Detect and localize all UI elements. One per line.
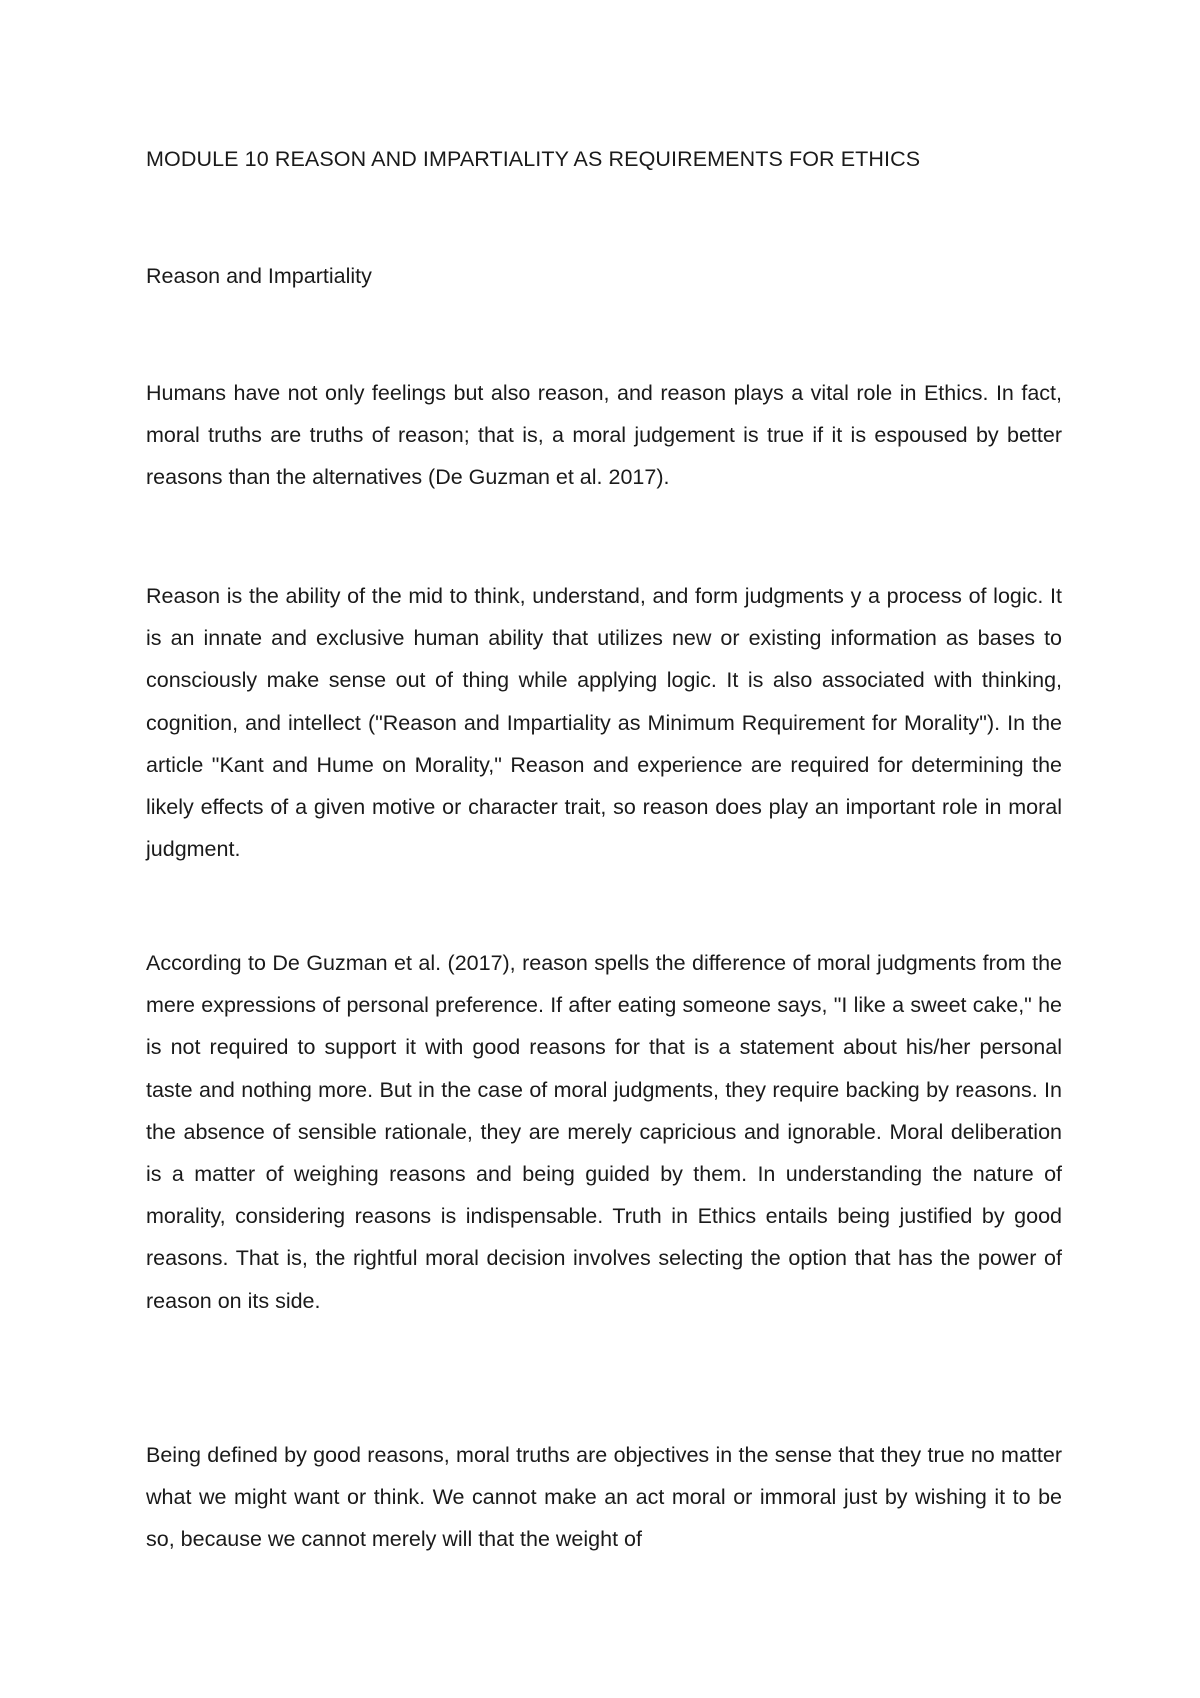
module-title: MODULE 10 REASON AND IMPARTIALITY AS REQUIREMENTS FOR ETHICS xyxy=(146,147,921,171)
paragraph: Being defined by good reasons, moral truths are objectives in the sense that they true no matter what we might want or think. We cannot make an act moral or immoral just by wishing it to be so, because we cannot merely will that the weight of xyxy=(146,1443,1062,1552)
paragraph: Reason is the ability of the mid to think, understand, and form judgments y a process of logic. It is an innate and exclusive human ability that utilizes new or existing information as bases to consciously make sense out of thing while applying logic. It is also associated with thinking, cognition, and intellect ("Reason and Impartiality as Minimum Requirement for Morality"). In the article "Kant and Hume on Morality," Reason and experience are required for determining the likely effects of a given motive or character trait, so reason does play an important role in moral judgment. xyxy=(146,584,1062,862)
paragraph: According to De Guzman et al. (2017), reason spells the difference of moral judgments from the mere expressions of personal preference. If after eating someone says, "I like a sweet cake," he is not required to support it with good reasons for that is a statement about his/her personal taste and nothing more. But in the case of moral judgments, they require backing by reasons. In the absence of sensible rationale, they are merely capricious and ignorable. Moral deliberation is a matter of weighing reasons and being guided by them. In understanding the nature of morality, considering reasons is indispensable. Truth in Ethics entails being justified by good reasons. That is, the rightful moral decision involves selecting the option that has the power of reason on its side. xyxy=(146,951,1062,1313)
section-heading: Reason and Impartiality xyxy=(146,264,372,288)
paragraph: Humans have not only feelings but also reason, and reason plays a vital role in Ethics. In fact, moral truths are truths of reason; that is, a moral judgement is true if it is espoused by better reasons than the alternatives (De Guzman et al. 2017). xyxy=(146,381,1062,490)
